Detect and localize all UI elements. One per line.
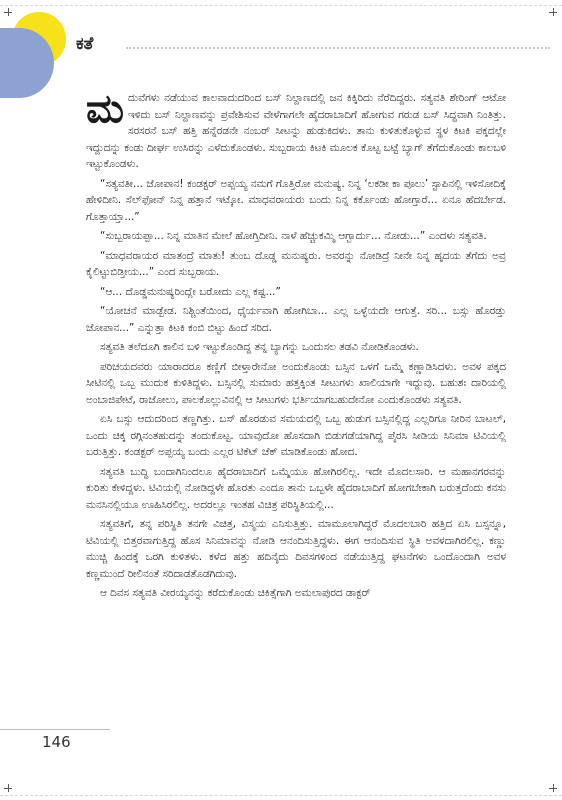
- paragraph: “ಯೋಚನೆ ಮಾಡ್ಬೇಡ. ನಿಶ್ಚಿಂತೆಯಿಂದ, ಧೈರ್ಯವಾಗಿ ಹೋಗಿಬಾ... ಎಲ್ಲ ಒಳ್ಳೆಯದೇ ಆಗುತ್ತೆ. ಸರಿ... ಬಸ್ಸು ಹೊರಡ್ತು ಜೋಪಾನ...” ಎನ್ನುತ್ತಾ ಕಿಟಕಿ ಕಂಬಿ ಬಿಟ್ಟು ಹಿಂದೆ ಸರಿದ.: [86, 305, 506, 334]
- story-body: [86, 86, 506, 605]
- paragraph: ಪರಿಚಯದವರು ಯಾರಾದರೂ ಕಣ್ಣಿಗೆ ಬೀಳ್ತಾರೇನೋ ಅಂದುಕೊಂಡು ಬಸ್ಸಿನ ಒಳಗೆ ಒಮ್ಮೆ ಕಣ್ಣಾಡಿಸಿದಳು. ಅವಳ ಪಕ್ಕದ ಸೀಟಿನಲ್ಲಿ ಒಬ್ಬ ಮುದುಕ ಕುಳಿತಿದ್ದಳು. ಬಸ್ಸಿನಲ್ಲಿ ಸುಮಾರು ಹತ್ತಕ್ಕಿಂತ ಸೀಟುಗಳು ಖಾಲಿಯಾಗೇ ಇದ್ದುವು. ಬಹುಶಃ ದಾರಿಯಲ್ಲಿ ಅಂಬಾಜಿಪೇಟೆ, ರಾಜೋಲು, ಪಾಲಕೊಲ್ಲುವಿನಲ್ಲಿ ಆ ಸೀಟುಗಳು ಭರ್ತಿಯಾಗಬಹುದೇನೋ ಎಂದುಕೊಂಡಳು ಸತ್ಯವತಿ.: [86, 360, 506, 406]
- paragraph: “ಮಾಧವರಾಯರ ಮಾತಂದ್ರೆ ಮಾತು! ತುಂಬ ದೊಡ್ಡ ಮನುಷ್ಯರು. ಅವರನ್ನು ನೋಡಿದ್ರೆ ನೀನೇ ನಿನ್ನ ಹೃದಯ ತೆಗೆದು ಅವ್ರ ಕೈಲಿಟ್ಟುಬಿಡ್ತೀಯ...” ಎಂದ ಸುಬ್ಬರಾಯ.: [86, 249, 506, 278]
- paragraph: “ಆ... ದೊಡ್ಡಮನುಷ್ಯರಿಂದ್ಲೇ ಬರೋದು ಎಲ್ಲ ಕಷ್ಟ...”: [100, 285, 281, 298]
- bottom-dotted-border: [0, 795, 562, 796]
- crop-mark: [549, 788, 557, 789]
- paragraph: ಸತ್ಯವತಿಗೆ, ತನ್ನ ಪರಿಸ್ಥಿತಿ ತನಗೇ ವಿಚಿತ್ರ, ವಿಸ್ಮಯ ಎನಿಸುತ್ತಿತ್ತು. ಮಾಮೂಲಾಗಿದ್ದರೆ ಮೊದಲಬಾರಿ ಹತ್ತಿದ ಏಸಿ ಬಸ್ಸನ್ನೂ, ಟಿವಿಯಲ್ಲಿ ಬಿತ್ತರವಾಗುತ್ತಿದ್ದ ಹೊಸ ಸಿನಿಮಾವನ್ನು ನೋಡಿ ಆನಂದಿಸುತ್ತಿದ್ದಳು. ಈಗ ಆನಂದಿಸುವ ಸ್ಥಿತಿ ಅವಳದಾಗಿರಲಿಲ್ಲ. ಕಣ್ಣು ಮುಚ್ಚಿ ಹಿಂದಕ್ಕೆ ಒರಗಿ ಕುಳಿತಳು. ಕಳೆದ ಹತ್ತು ಹದಿನೈದು ದಿವಸಗಳಿಂದ ನಡೆಯುತ್ತಿದ್ದ ಘಟನೆಗಳು ಒಂದೊಂದಾಗಿ ಅವಳ ಕಣ್ಣಮುಂದೆ ರೀಲಿನಂತೆ ಸರಿದಾಡತೊಡಗಿದುವು.: [86, 518, 506, 580]
- section-title: ಕತೆ: [76, 34, 94, 54]
- page-number-rule: [0, 729, 110, 730]
- paragraph: ಸತ್ಯವತಿ ಬುದ್ಧಿ ಬಂದಾಗಿನಿಂದಲೂ ಹೈದರಾಬಾದಿಗೆ ಒಮ್ಮೆಯೂ ಹೋಗಿರಲಿಲ್ಲ. ಇದೇ ಮೊದಲಸಾರಿ. ಆ ಮಹಾನಗರವನ್ನು ಕುರಿತು ಕೇಳಿದ್ದಳು. ಟಿವಿಯಲ್ಲಿ ನೋಡಿದ್ದಳೇ ಹೊರತು ಎಂದೂ ತಾನು ಒಬ್ಬಳೇ ಹೈದರಾಬಾದಿಗೆ ಹೋಗಬೇಕಾಗಿ ಬರುತ್ತದೆಂದು ಕನಸು ಮನಸಿನಲ್ಲಿಯೂ ಊಹಿಸಿರಲಿಲ್ಲ. ಅದರಲ್ಲೂ ಇಂತಹ ವಿಚಿತ್ರ ಪರಿಸ್ಥಿತಿಯಲ್ಲಿ...: [86, 465, 506, 511]
- title-dotted-rule: [126, 47, 550, 49]
- paragraph: ಮದುವೆಗಳು ನಡೆಯುವ ಕಾಲವಾದುದರಿಂದ ಬಸ್ ನಿಲ್ದಾಣದಲ್ಲಿ ಜನ ಕಿಕ್ಕಿರಿದು ನೆರೆದಿದ್ದರು. ಸತ್ಯವತಿ ಶೇರಿಂಗ್ ಆಟೋ ಇಳಿದು ಬಸ್ ನಿಲ್ದಾಣವನ್ನು ಪ್ರವೇಶಿಸುವ ವೇಳೆಗಾಗಲೇ ಹೈದರಾಬಾದಿಗೆ ಹೋಗುವ ಗರುಡ ಬಸ್ ಸಿದ್ಧವಾಗಿ ನಿಂತಿತ್ತು. ಸರಸರನೆ ಬಸ್ ಹತ್ತಿ ಹನ್ನೆರಡನೇ ನಂಬರ್ ಸೀಟನ್ನು ಹುಡುಕಿದಳು. ತಾನು ಕುಳಿತುಕೊಳ್ಳುವ ಸ್ಥಳ ಕಿಟಕಿ ಪಕ್ಕದಲ್ಲೇ ಇದ್ದುದನ್ನು ಕಂಡು ದೀರ್ಘ ಉಸಿರನ್ನು ಎಳೆದುಕೊಂಡಳು. ಸುಬ್ಬರಾಯ ಕಿಟಕಿ ಮೂಲಕ ಕೊಟ್ಟ ಬಟ್ಟೆ ಬ್ಯಾಗ್ ತೆಗೆದುಕೊಂಡು ಕಾಲಬಳಿ ಇಟ್ಟುಕೊಂಡಳು.: [86, 86, 506, 170]
- top-dotted-border: [0, 5, 562, 6]
- drop-cap: ಮ: [86, 86, 125, 132]
- paragraph: ಆ ದಿವಸ ಸತ್ಯವತಿ ವೀರಯ್ಯನನ್ನು ಕರೆದುಕೊಂಡು ಚಿಕಿತ್ಸೆಗಾಗಿ ಅಮಲಾಪುರದ ಡಾಕ್ಟರ್: [100, 587, 371, 599]
- crop-mark: [549, 12, 557, 13]
- paragraph: ಸತ್ಯವತಿ ತಲೆದೂಗಿ ಕಾಲಿನ ಬಳಿ ಇಟ್ಟುಕೊಂಡಿದ್ದ ತನ್ನ ಬ್ಯಾಗನ್ನು ಒಂದುಸಲ ತಡವಿ ನೋಡಿಕೊಂಡಳು.: [100, 341, 419, 353]
- crop-mark: [4, 788, 12, 789]
- paragraph: “ಸುಬ್ಬರಾಯಪ್ಪಾ... ನಿನ್ನ ಮಾತಿನ ಮೇಲೆ ಹೋಗ್ತಿದೀನಿ. ನಾಳೆ ಹೆಚ್ಚುಕಮ್ಮಿ ಆಗ್ಬಾರ್ದು... ನೋಡು...” ಎಂದಳು ಸತ್ಯವತಿ.: [100, 230, 487, 242]
- crop-mark: [4, 12, 12, 13]
- page-number: 146: [42, 733, 71, 751]
- paragraph: ಏಸಿ ಬಸ್ಸು ಆದುದರಿಂದ ತಣ್ಣಗಿತ್ತು. ಬಸ್ ಹೊರಡುವ ಸಮಯದಲ್ಲಿ ಒಬ್ಬ ಹುಡುಗ ಬಸ್ಸಿನಲ್ಲಿದ್ದ ಎಲ್ಲರಿಗೂ ನೀರಿನ ಬಾಟಲ್, ಒಂದು ಚಿಕ್ಕ ರಗ್ಗಿನಂತಹುದನ್ನು ತಂದುಕೊಟ್ಟ. ಯಾವುದೋ ಹೊಸದಾಗಿ ಬಿಡುಗಡೆಯಾಗಿದ್ದ ಪೈರಸಿ ಸೀಡಿಯ ಸಿನಿಮಾ ಟಿವಿಯಲ್ಲಿ ಬರುತ್ತಿತ್ತು. ಕಂಡಕ್ಟರ್ ಅಪ್ಪಯ್ಯ ಬಂದು ಎಲ್ಲರ ಟಿಕೆಟ್ ಚೆಕ್ ಮಾಡಿಕೊಂಡು ಹೋದ.: [86, 413, 506, 458]
- paragraph: “ಸತ್ಯವತೀ... ಜೋಪಾನ! ಕಂಡಕ್ಟರ್ ಅಪ್ಪಯ್ಯ ನಮಗೆ ಗೊತ್ತಿರೋ ಮನುಷ್ಯ. ನಿನ್ನ ‘ಲಕಡೀ ಕಾ ಪೂಲು’ ಸ್ಟಾಪಿನಲ್ಲಿ ಇಳಿಸೋದಿಕ್ಕೆ ಹೇಳಿದೀನಿ. ಸೆಲ್‌ಫೋನ್ ನಿನ್ನ ಹತ್ತಾನೆ ಇಟ್ಕೋ. ಮಾಧವರಾಯರು ಬಂದು ನಿನ್ನ ಕರ್ಕೊಂಡು ಹೋಗ್ತಾರೆ... ಏನೂ ಹೆದರ್ಬೇಡ. ಗೊತ್ತಾಯ್ತಾ...”: [86, 177, 506, 223]
